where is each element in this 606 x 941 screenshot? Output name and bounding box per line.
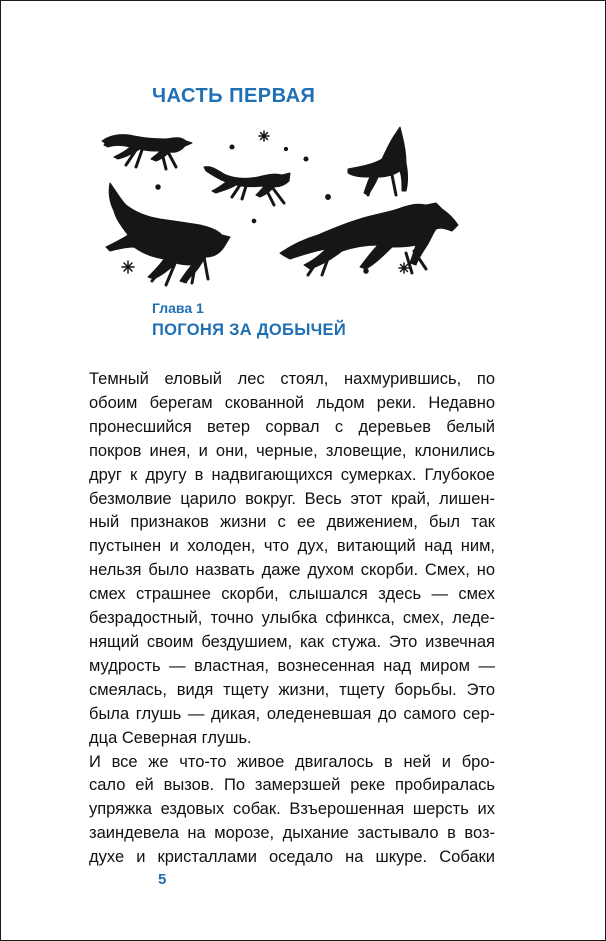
wolf-2-icon [204,167,290,205]
text-line: безрадостный, точно улыбка сфинкса, смех, леде- [89,609,495,628]
wolf-1-icon [102,135,192,169]
wolf-3-icon [348,127,408,195]
text-line: нельзя было назвать даже духом скорби. Смех, но [89,561,495,580]
chapter-text [89,368,495,870]
wolf-5-icon [280,203,458,275]
text-line: пронесшийся ветер сорвал с деревьев белый [89,417,495,436]
text-line: друг к другу в надвигающихся сумерках. Глубокое [89,465,495,484]
text-line: духе и кристаллами оседало на шкуре. Собаки [89,848,495,867]
text-line: обоим берегам скованной льдом реки. Недавно [89,393,495,412]
text-line: смеялась, видя тщету жизни, тщету борьбы. Это [89,680,495,699]
paragraph-1 [89,368,495,751]
text-line: дца Северная глушь. [89,728,252,747]
text-line: мудрость — властная, вознесенная над миром — [89,656,495,675]
running-wolves-illustration [96,119,466,299]
chapter-number: Глава 1 [152,300,204,316]
chapter-title: ПОГОНЯ ЗА ДОБЫЧЕЙ [152,321,347,339]
text-line: заиндевела на морозе, дыхание застывало в воз- [89,824,495,843]
text-line: пустынен и холоден, что дух, витающий над ним, [89,537,495,556]
part-title: ЧАСТЬ ПЕРВАЯ [152,85,316,107]
text-line: нящий своим бездушием, как стужа. Это извечная [89,632,495,651]
text-line: И все же что-то живое двигалось в ней и бро- [89,752,495,771]
paragraph-2 [89,751,495,871]
text-line: упряжка ездовых собак. Взъерошенная шерсть их [89,800,495,819]
text-line: ный признаков жизни с ее движением, был так [89,513,495,532]
text-line: смех страшнее скорби, слышался здесь — смех [89,585,495,604]
page-number: 5 [158,871,167,888]
text-line: была глушь — дикая, оледеневшая до самого сер- [89,704,495,723]
text-line: сало ей вызов. По замерзшей реке пробиралась [89,776,495,795]
text-line: Темный еловый лес стоял, нахмурившись, по [89,370,495,388]
text-line: покров инея, и они, черные, зловещие, клонились [89,441,495,460]
text-line: безмолвие царило вокруг. Весь этот край, лишен- [89,489,495,508]
